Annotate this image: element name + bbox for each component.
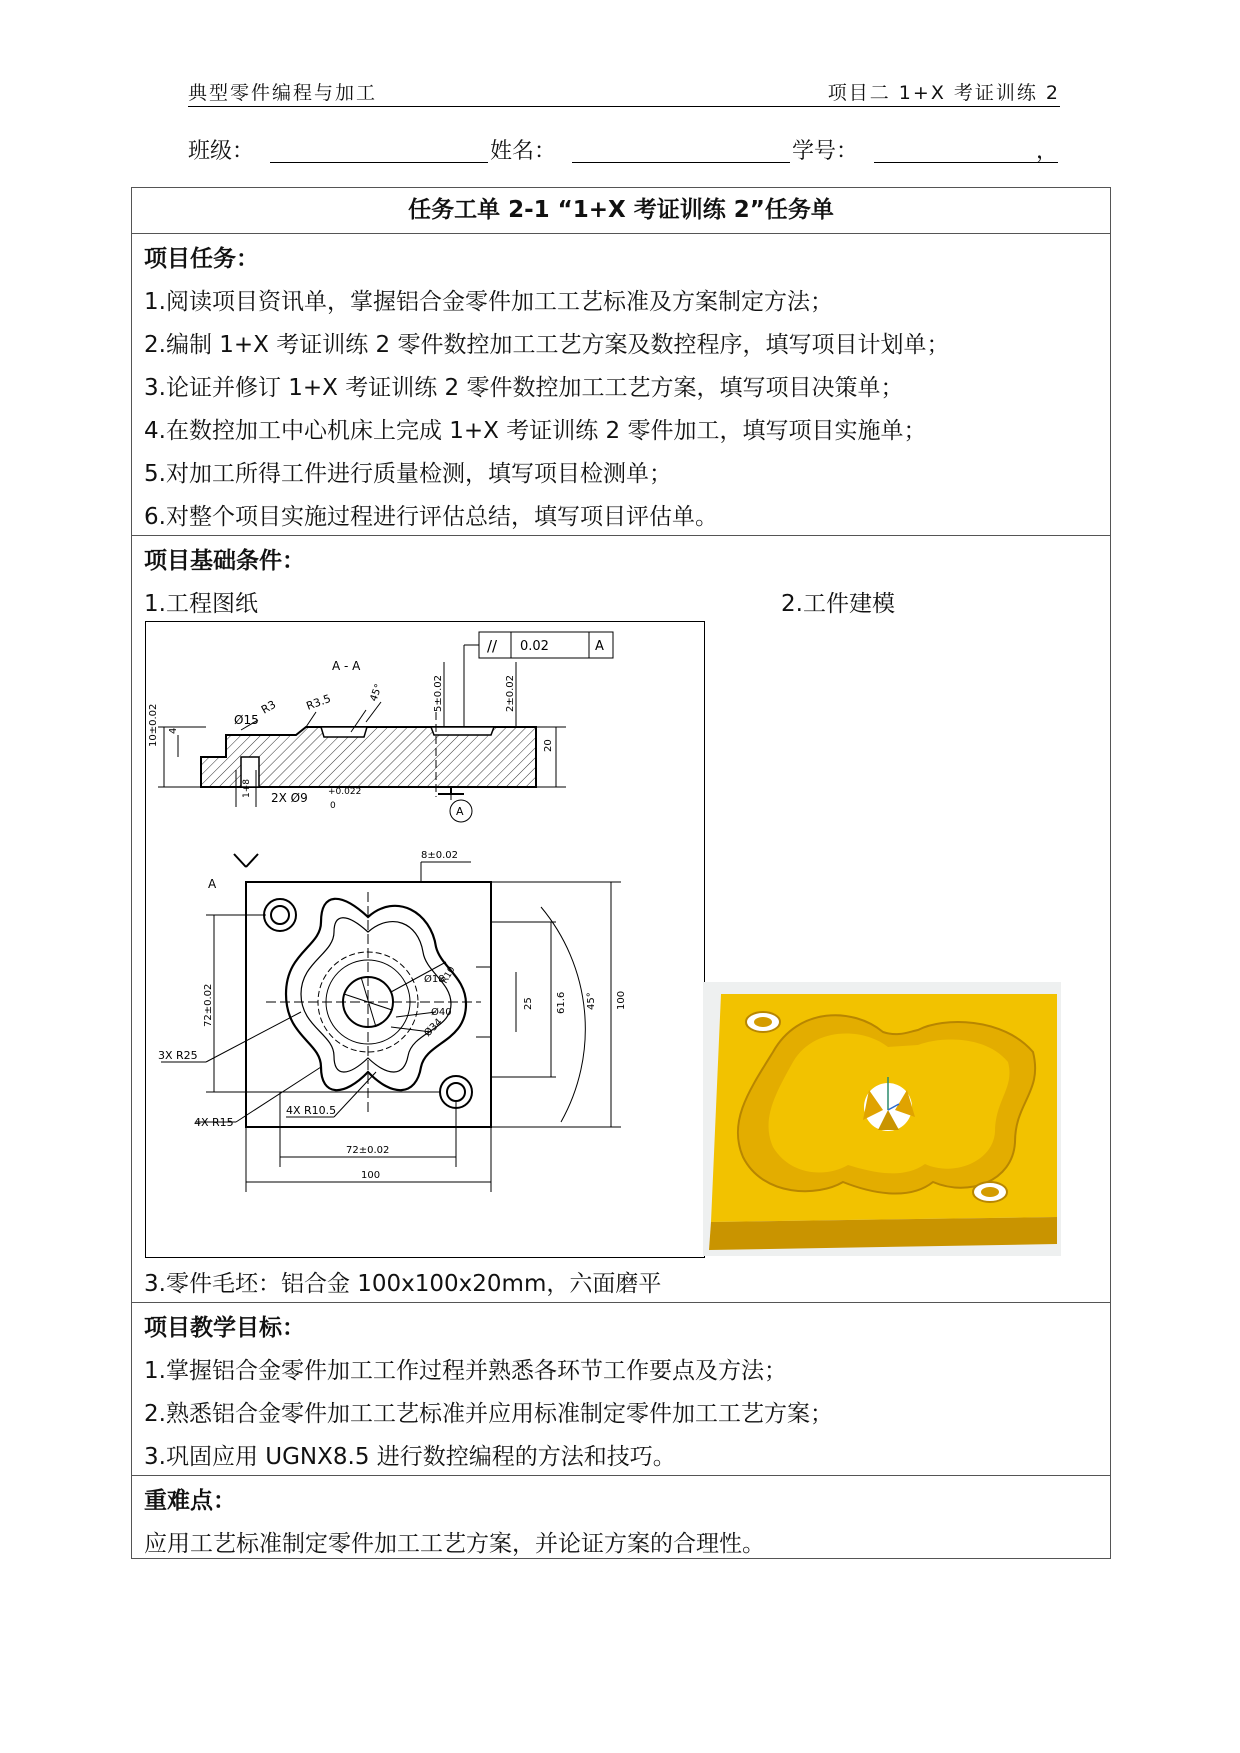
- dim-d15: Ø15: [234, 713, 259, 727]
- model-label: 2.工件建模: [781, 591, 895, 617]
- dim-r105: 4X R10.5: [286, 1104, 337, 1117]
- tasks-heading: 项目任务：: [144, 246, 259, 272]
- dim-r35: R3.5: [304, 692, 333, 713]
- dim-holes-tol-low: 0: [330, 801, 336, 811]
- dim-h10: 10±0.02: [148, 703, 159, 747]
- class-label: 班级：: [188, 139, 255, 164]
- id-field[interactable]: [874, 162, 1058, 163]
- pocket-outline: [286, 899, 466, 1090]
- conditions-heading: 项目基础条件：: [144, 548, 305, 574]
- keypoints-text: 应用工艺标准制定零件加工工艺方案，并论证方案的合理性。: [144, 1531, 765, 1557]
- row-divider: [132, 535, 1110, 536]
- dim-r10: R10: [439, 965, 458, 986]
- goal-item: 3.巩固应用 UGNX8.5 进行数控编程的方法和技巧。: [144, 1444, 676, 1470]
- task-item: 2.编制 1+X 考证训练 2 零件数控加工工艺方案及数控程序，填写项目计划单；: [144, 332, 950, 358]
- name-field[interactable]: [572, 162, 790, 163]
- blank-material: 3.零件毛坯：铝合金 100x100x20mm，六面磨平: [144, 1271, 662, 1297]
- workpiece-model-image: [703, 982, 1061, 1256]
- keypoints-heading: 重难点：: [144, 1488, 236, 1514]
- dim-v72: 72±0.02: [203, 983, 214, 1027]
- task-sheet-title: 任务工单 2-1 “1+X 考证训练 2”任务单: [408, 197, 834, 223]
- row-divider: [132, 1475, 1110, 1476]
- model-svg: [703, 982, 1061, 1256]
- class-field[interactable]: [270, 162, 488, 163]
- view-a-label: A: [208, 877, 217, 891]
- section-label: A - A: [332, 659, 361, 673]
- goal-item: 1.掌握铝合金零件加工工作过程并熟悉各环节工作要点及方法；: [144, 1358, 787, 1384]
- dim-holes: 2X Ø9: [271, 791, 308, 805]
- dim-v25: 25: [523, 997, 534, 1010]
- goal-item: 2.熟悉铝合金零件加工工艺标准并应用标准制定零件加工工艺方案；: [144, 1401, 833, 1427]
- dim-r25: 3X R25: [158, 1049, 198, 1062]
- dim-d34: Ø34: [422, 1016, 445, 1040]
- task-item: 1.阅读项目资讯单，掌握铝合金零件加工工艺标准及方案制定方法；: [144, 289, 833, 315]
- engineering-drawing: [145, 621, 705, 1258]
- dim-h1: 1+8: [242, 779, 252, 798]
- task-item: 4.在数控加工中心机床上完成 1+X 考证训练 2 零件加工，填写项目实施单；: [144, 418, 927, 444]
- dim-h2: 2±0.02: [505, 674, 516, 712]
- row-divider: [132, 1302, 1110, 1303]
- header-project-title: 项目二 1+X 考证训练 2: [827, 82, 1060, 104]
- id-trailing-mark: ，: [1036, 139, 1059, 164]
- dim-v100: 100: [616, 990, 627, 1010]
- page-header: [188, 78, 1060, 107]
- dim-h100: 100: [361, 1170, 381, 1181]
- name-label: 姓名：: [490, 139, 557, 164]
- dim-c45: 45°: [368, 682, 385, 704]
- goals-heading: 项目教学目标：: [144, 1315, 305, 1341]
- dim-h72: 72±0.02: [346, 1145, 390, 1156]
- dim-v616: 61.6: [556, 991, 567, 1014]
- tolerance-value: 0.02: [520, 639, 549, 654]
- task-item: 5.对加工所得工件进行质量检测，填写项目检测单；: [144, 461, 672, 487]
- task-item: 6.对整个项目实施过程进行评估总结，填写项目评估单。: [144, 504, 718, 530]
- tolerance-datum: A: [595, 639, 604, 654]
- drawing-label: 1.工程图纸: [144, 591, 258, 617]
- dim-w8: 8±0.02: [421, 850, 459, 861]
- drawing-svg: [146, 622, 704, 1257]
- task-item: 3.论证并修订 1+X 考证训练 2 零件数控加工工艺方案，填写项目决策单；: [144, 375, 904, 401]
- tolerance-symbol: //: [487, 637, 498, 655]
- header-book-title: 典型零件编程与加工: [188, 82, 378, 104]
- dim-h20: 20: [543, 739, 554, 752]
- row-divider: [132, 233, 1110, 234]
- id-label: 学号：: [792, 139, 859, 164]
- student-info-row: [188, 134, 1068, 168]
- dim-d18: Ø18: [424, 974, 445, 985]
- dim-d40: Ø40: [431, 1007, 452, 1018]
- datum-label: A: [456, 805, 464, 818]
- dim-h4: 4: [168, 727, 179, 734]
- dim-a45: 45°: [586, 992, 597, 1010]
- dim-holes-tol-up: +0.022: [328, 787, 362, 797]
- dim-h5: 5±0.02: [433, 674, 444, 712]
- dim-r15: 4X R15: [194, 1116, 234, 1129]
- dim-r3: R3: [259, 698, 279, 717]
